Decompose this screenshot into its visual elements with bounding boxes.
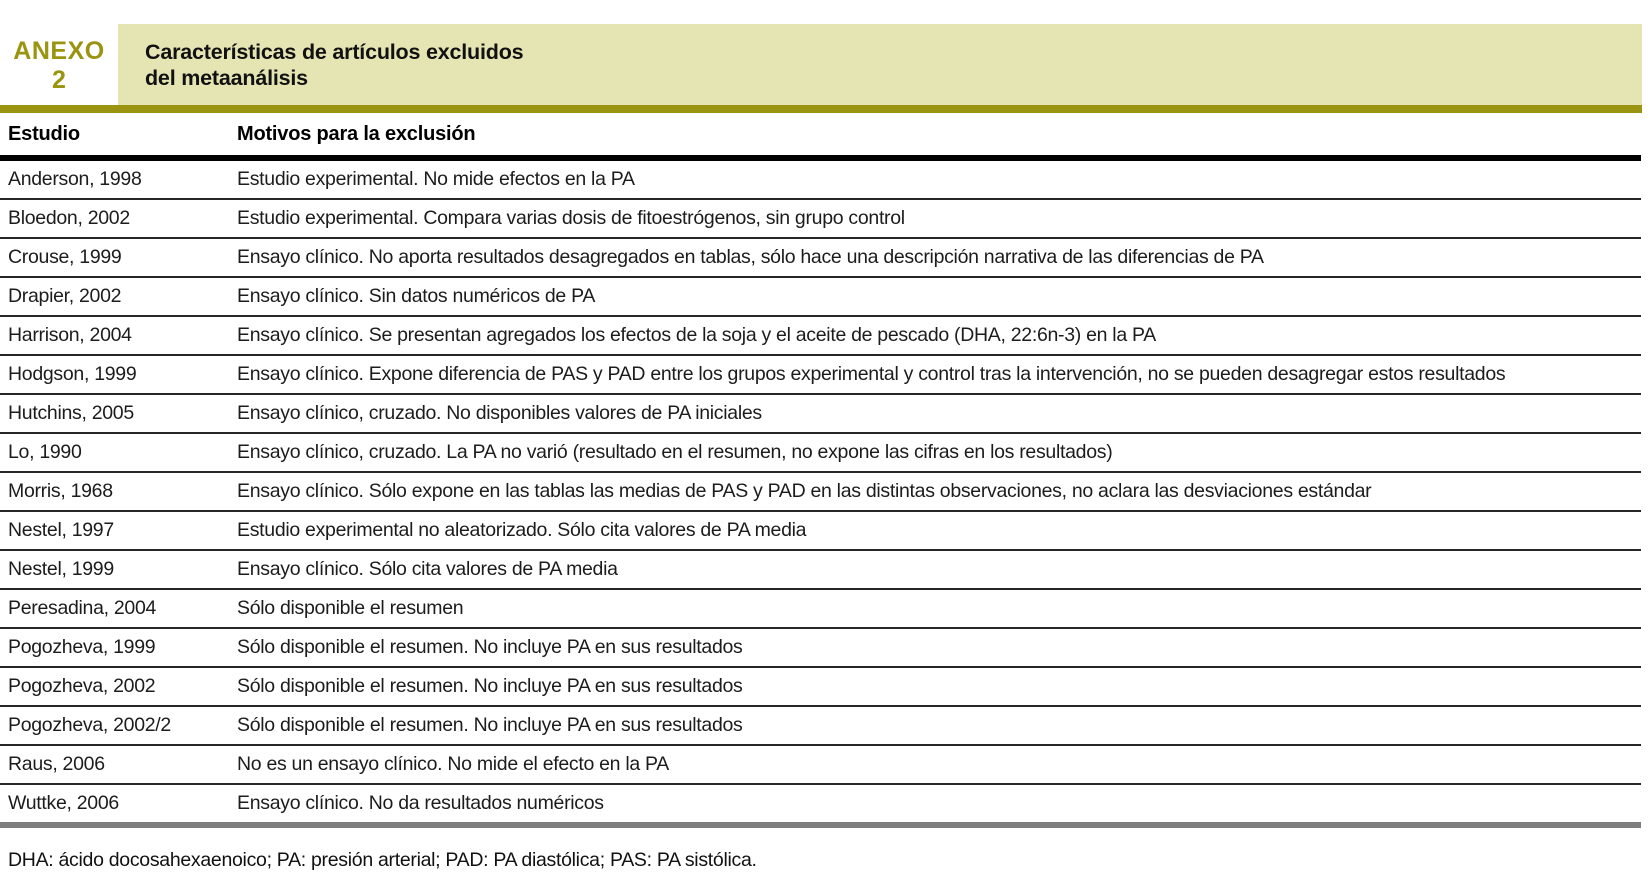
table-row <box>0 590 1641 629</box>
table-row <box>0 317 1641 356</box>
table-row <box>0 551 1641 590</box>
column-header-study: Estudio <box>8 122 80 145</box>
reason-cell: No es un ensayo clínico. No mide el efecto en la PA <box>237 753 670 775</box>
study-cell: Pogozheva, 2002/2 <box>8 714 171 736</box>
reason-cell: Ensayo clínico. Sólo expone en las tablas las medias de PAS y PAD en las distintas observaciones, no aclara las desviaciones estándar <box>237 480 1372 502</box>
reason-cell: Estudio experimental no aleatorizado. Sólo cita valores de PA media <box>237 519 807 541</box>
study-cell: Pogozheva, 2002 <box>8 675 156 697</box>
study-cell: Bloedon, 2002 <box>8 207 130 229</box>
study-cell: Hutchins, 2005 <box>8 402 134 424</box>
annex-label-cell <box>0 24 118 105</box>
reason-cell: Ensayo clínico. Sin datos numéricos de PA <box>237 285 596 307</box>
reason-cell: Sólo disponible el resumen. No incluye PA en sus resultados <box>237 714 743 736</box>
table-row <box>0 473 1641 512</box>
table-row <box>0 785 1641 828</box>
table-row <box>0 668 1641 707</box>
table-row <box>0 356 1641 395</box>
annex-title-line-2: del metaanálisis <box>145 65 308 90</box>
column-header-reason: Motivos para la exclusión <box>237 122 476 145</box>
study-cell: Wuttke, 2006 <box>8 792 119 814</box>
table-row <box>0 434 1641 473</box>
olive-divider-rule <box>0 105 1642 113</box>
reason-cell: Estudio experimental. No mide efectos en la PA <box>237 168 635 190</box>
study-cell: Nestel, 1997 <box>8 519 114 541</box>
exclusion-table-body <box>0 161 1641 828</box>
study-cell: Lo, 1990 <box>8 441 82 463</box>
table-row <box>0 239 1641 278</box>
table-row <box>0 512 1641 551</box>
annex-title-line-1: Características de artículos excluidos <box>145 39 524 64</box>
study-cell: Crouse, 1999 <box>8 246 122 268</box>
reason-cell: Ensayo clínico. Sólo cita valores de PA media <box>237 558 618 580</box>
abbreviations-footnote: DHA: ácido docosahexaenoico; PA: presión arterial; PAD: PA diastólica; PAS: PA sistólica. <box>8 849 757 871</box>
annex-title-bar <box>118 24 1642 105</box>
reason-cell: Sólo disponible el resumen <box>237 597 464 619</box>
table-row <box>0 161 1641 200</box>
study-cell: Harrison, 2004 <box>8 324 132 346</box>
study-cell: Peresadina, 2004 <box>8 597 157 619</box>
table-row <box>0 629 1641 668</box>
reason-cell: Ensayo clínico. Se presentan agregados los efectos de la soja y el aceite de pescado (DHA, 22:6n-3) en la PA <box>237 324 1156 346</box>
study-cell: Raus, 2006 <box>8 753 105 775</box>
table-row <box>0 746 1641 785</box>
reason-cell: Ensayo clínico, cruzado. La PA no varió (resultado en el resumen, no expone las cifras en los resultados) <box>237 441 1113 463</box>
study-cell: Nestel, 1999 <box>8 558 114 580</box>
table-row <box>0 395 1641 434</box>
study-cell: Morris, 1968 <box>8 480 113 502</box>
study-cell: Hodgson, 1999 <box>8 363 137 385</box>
reason-cell: Sólo disponible el resumen. No incluye PA en sus resultados <box>237 675 743 697</box>
reason-cell: Ensayo clínico. No da resultados numéricos <box>237 792 604 814</box>
reason-cell: Ensayo clínico, cruzado. No disponibles valores de PA iniciales <box>237 402 762 424</box>
reason-cell: Estudio experimental. Compara varias dosis de fitoestrógenos, sin grupo control <box>237 207 905 229</box>
study-cell: Anderson, 1998 <box>8 168 142 190</box>
reason-cell: Ensayo clínico. No aporta resultados desagregados en tablas, sólo hace una descripción narrativa de las diferencias de PA <box>237 246 1264 268</box>
reason-cell: Sólo disponible el resumen. No incluye PA en sus resultados <box>237 636 743 658</box>
reason-cell: Ensayo clínico. Expone diferencia de PAS y PAD entre los grupos experimental y control tras la intervención, no se pueden desagregar estos resultados <box>237 363 1506 385</box>
annex-label: ANEXO <box>13 36 105 65</box>
annex-header-band <box>0 24 1642 105</box>
table-row <box>0 278 1641 317</box>
study-cell: Pogozheva, 1999 <box>8 636 156 658</box>
table-row <box>0 707 1641 746</box>
study-cell: Drapier, 2002 <box>8 285 122 307</box>
table-row <box>0 200 1641 239</box>
annex-number: 2 <box>52 65 66 94</box>
table-column-headers <box>0 113 1650 155</box>
